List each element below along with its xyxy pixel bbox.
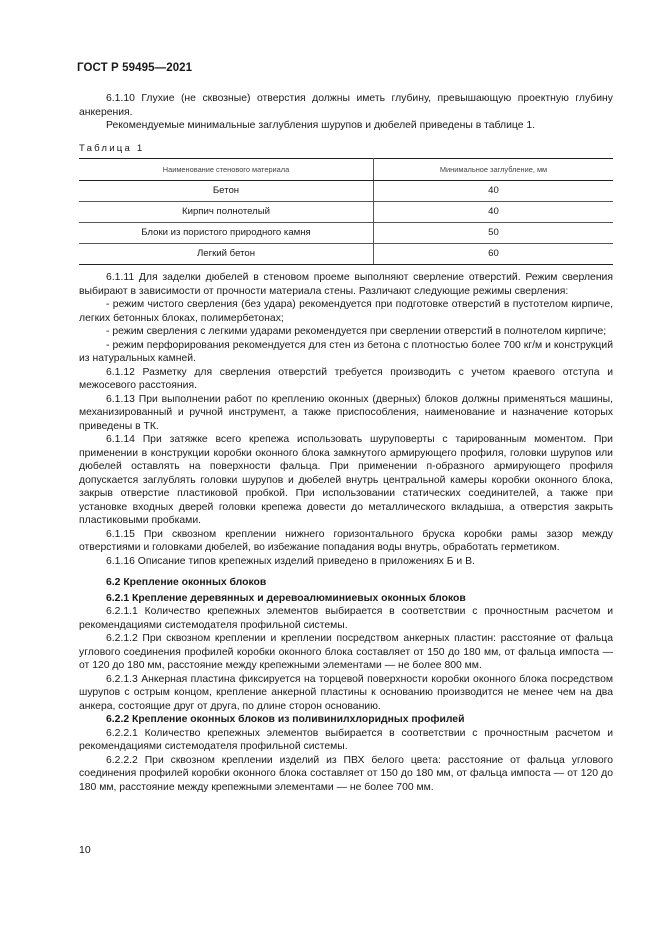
paragraph-6-2-1-3: 6.2.1.3 Анкерная пластина фиксируется на торцевой поверхности коробки оконного блока посредством шурупов с острым концом, крепление анкерной пластины к основанию производится не менее чем на два анкера, состоящие друг от друга, по длине сторон основанию.: [79, 673, 613, 712]
depth-table: [79, 158, 613, 265]
paragraph-6-1-12: 6.1.12 Разметку для сверления отверстий требуется производить с учетом краевого отступа и межосевого расстояния.: [79, 366, 613, 391]
table-row: [79, 181, 613, 202]
list-item-perforation: - режим перфорирования рекомендуется для стен из бетона с плотностью более 700 кг/м и конструкций из натуральных камней.: [79, 339, 613, 364]
section-heading-6-2: 6.2 Крепление оконных блоков: [106, 577, 267, 588]
table-row: [79, 244, 613, 265]
table-cell-material: Кирпич полнотелый: [79, 202, 374, 223]
table-cell-material: Бетон: [79, 181, 374, 202]
table-cell-depth: 60: [374, 244, 614, 265]
subsection-heading-6-2-1: 6.2.1 Крепление деревянных и деревоалюминиевых оконных блоков: [106, 592, 466, 604]
table-cell-material: Легкий бетон: [79, 244, 374, 265]
paragraph-6-2-1-1: 6.2.1.1 Количество крепежных элементов выбирается в соответствии с прочностным расчетом и рекомендациями системодателя профильной системы.: [79, 606, 613, 631]
paragraph-6-2-2-1: 6.2.2.1 Количество крепежных элементов выбирается в соответствии с прочностным расчетом и рекомендациями системодателя профильной системы.: [79, 727, 613, 752]
document-body: [79, 92, 613, 794]
paragraph-6-1-15: 6.1.15 При сквозном креплении нижнего горизонтального бруска коробки рамы зазор между отверстиями и головками дюбелей, во избежание попадания воды внутрь, обработать герметиком.: [79, 528, 613, 553]
paragraph-6-1-10: 6.1.10 Глухие (не сквозные) отверстия должны иметь глубину, превышающую проектную глубину анкерения.: [79, 93, 613, 118]
page-number: 10: [79, 844, 91, 856]
column-header-depth: Минимальное заглубление, мм: [374, 159, 614, 181]
table-cell-depth: 40: [374, 181, 614, 202]
document-header: ГОСТ Р 59495—2021: [77, 62, 193, 74]
paragraph-6-1-13: 6.1.13 При выполнении работ по креплению оконных (дверных) блоков должны применяться машины, механизированный и ручной инструмент, а также приспособления, наименование и назначение которых приведены в ТК.: [79, 393, 613, 432]
table-cell-material: Блоки из пористого природного камня: [79, 223, 374, 244]
table-cell-depth: 50: [374, 223, 614, 244]
table-row: [79, 223, 613, 244]
paragraph-6-1-11: 6.1.11 Для заделки дюбелей в стеновом проеме выполняют сверление отверстий. Режим сверления выбирают в зависимости от прочности материала стены. Различают следующие режимы сверления:: [79, 272, 613, 297]
list-item-light-impact: - режим сверления с легкими ударами рекомендуется при сверлении отверстий в полнотелом кирпиче;: [106, 326, 607, 337]
column-header-material: Наименование стенового материала: [79, 159, 374, 181]
subsection-heading-6-2-2: 6.2.2 Крепление оконных блоков из поливинилхлоридных профилей: [106, 714, 465, 725]
table-caption: Таблица 1: [79, 142, 145, 154]
paragraph-6-2-1-2: 6.2.1.2 При сквозном креплении и креплении посредством анкерных пластин: расстояние от фальца углового соединения профилей коробки оконного блока составляет от 150 до 180 мм, от фальца импоста — от 120 до 180 мм, расстояние между крепежными элементами — не более 800 мм.: [79, 633, 613, 671]
table-header-row: [79, 159, 613, 181]
table-row: [79, 202, 613, 223]
paragraph-6-1-16: 6.1.16 Описание типов крепежных изделий приведено в приложениях Б и В.: [106, 555, 475, 567]
table-cell-depth: 40: [374, 202, 614, 223]
paragraph-table-reference: Рекомендуемые минимальные заглубления шурупов и дюбелей приведены в таблице 1.: [106, 120, 536, 131]
paragraph-6-2-2-2: 6.2.2.2 При сквозном креплении изделий из ПВХ белого цвета: расстояние от фальца углового соединения профилей коробки оконного блока составляет от 150 до 180 мм, от фальца импоста — от 120 до 180 мм, расстояние между крепежными элементами — не более 700 мм.: [79, 754, 613, 793]
list-item-clean-drilling: - режим чистого сверления (без удара) рекомендуется при подготовке отверстий в пустотелом кирпиче, легких бетонных блоках, полимербетонах;: [79, 299, 613, 324]
paragraph-6-1-14: 6.1.14 При затяжке всего крепежа использовать шуруповерты с тарированным моментом. При применении в конструкции коробки оконного блока замкнутого армирующего профиля, головки шурупов или дюбелей оставлять на поверхности фальца. При применении п-образного армирующего профиля допускается заглублять головки шурупов и дюбелей внутрь центральной камеры коробки оконного блока, закрыв отверстие пластиковой пробкой. При использовании статических соединителей, а также при установке входных дверей головки крепежа довести до металлического вкладыша, а отверстия закрыть пластиковыми пробками.: [79, 434, 613, 526]
